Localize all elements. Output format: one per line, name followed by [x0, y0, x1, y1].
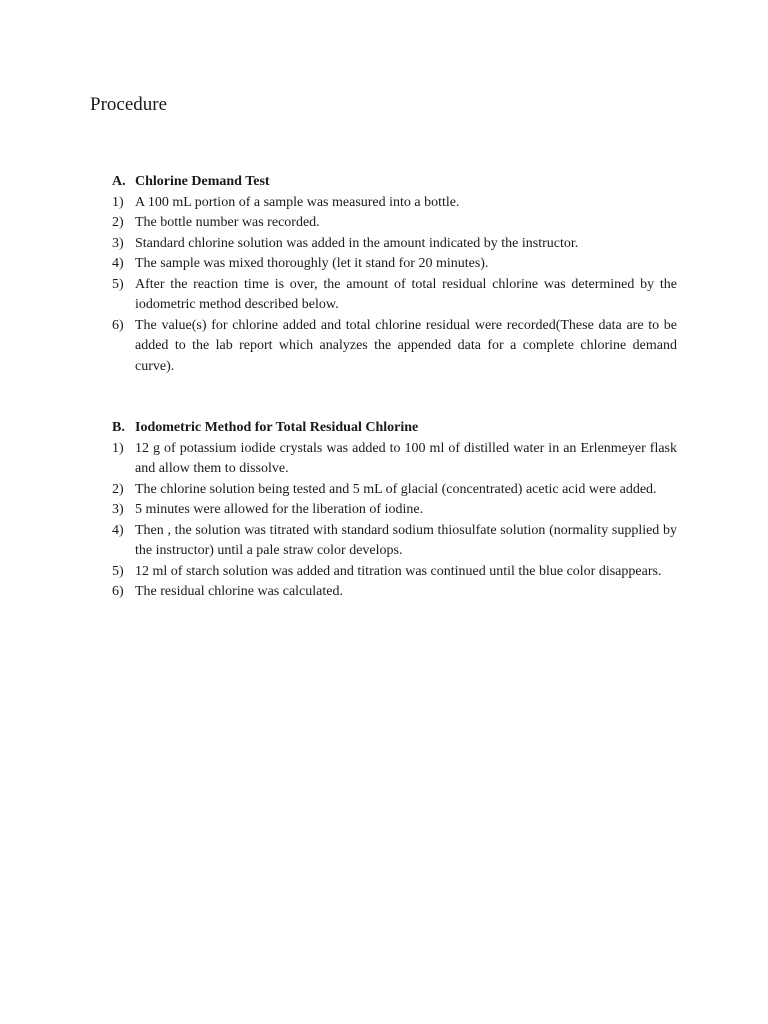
section-heading — [112, 172, 677, 193]
step-item — [112, 500, 677, 521]
step-item — [112, 213, 677, 234]
section-letter: A. — [112, 174, 126, 189]
step-text: The residual chlorine was calculated. — [135, 584, 343, 599]
step-item — [112, 316, 677, 378]
step-text: The sample was mixed thoroughly (let it stand for 20 minutes). — [135, 256, 489, 271]
step-number: 2) — [112, 215, 124, 230]
step-number: 4) — [112, 522, 124, 538]
step-item — [112, 562, 677, 583]
step-number: 6) — [112, 317, 124, 333]
step-text: The value(s) for chlorine added and total chlorine residual were recorded(These data are to be added to the lab report which analyzes the appended data for a complete chlorine demand curve). — [135, 317, 677, 374]
step-text: The bottle number was recorded. — [135, 215, 320, 230]
step-number: 3) — [112, 502, 124, 517]
step-list — [112, 439, 677, 603]
step-item — [112, 582, 677, 603]
step-text: 12 ml of starch solution was added and titration was continued until the blue color disappears. — [135, 563, 662, 579]
step-text: The chlorine solution being tested and 5 mL of glacial (concentrated) acetic acid were added. — [135, 481, 657, 497]
step-text: After the reaction time is over, the amount of total residual chlorine was determined by the iodometric method described below. — [135, 276, 677, 312]
step-item — [112, 254, 677, 275]
step-number: 1) — [112, 440, 124, 456]
step-item — [112, 521, 677, 562]
section-chlorine-demand-test — [112, 172, 677, 377]
step-item — [112, 275, 677, 316]
step-text: 5 minutes were allowed for the liberation of iodine. — [135, 502, 424, 517]
section-title: Chlorine Demand Test — [135, 174, 270, 189]
step-text: A 100 mL portion of a sample was measured into a bottle. — [135, 194, 460, 210]
section-letter: B. — [112, 420, 125, 435]
step-number: 5) — [112, 563, 124, 579]
step-item — [112, 234, 677, 255]
section-title: Iodometric Method for Total Residual Chlorine — [135, 420, 419, 435]
step-text: Standard chlorine solution was added in the amount indicated by the instructor. — [135, 235, 579, 251]
section-heading — [112, 418, 677, 439]
step-number: 1) — [112, 194, 124, 210]
step-number: 4) — [112, 256, 124, 271]
step-number: 5) — [112, 276, 124, 292]
step-number: 2) — [112, 481, 124, 497]
page-title: Procedure — [90, 94, 168, 115]
step-list — [112, 193, 677, 378]
step-item — [112, 480, 677, 501]
step-number: 3) — [112, 235, 124, 251]
step-item — [112, 439, 677, 480]
step-text: Then , the solution was titrated with standard sodium thiosulfate solution (normality supplied by the instructor) until a pale straw color develops. — [135, 522, 677, 558]
section-iodometric-method — [112, 418, 677, 603]
step-text: 12 g of potassium iodide crystals was added to 100 ml of distilled water in an Erlenmeyer flask and allow them to dissolve. — [135, 440, 677, 476]
step-item — [112, 193, 677, 214]
step-number: 6) — [112, 584, 124, 599]
